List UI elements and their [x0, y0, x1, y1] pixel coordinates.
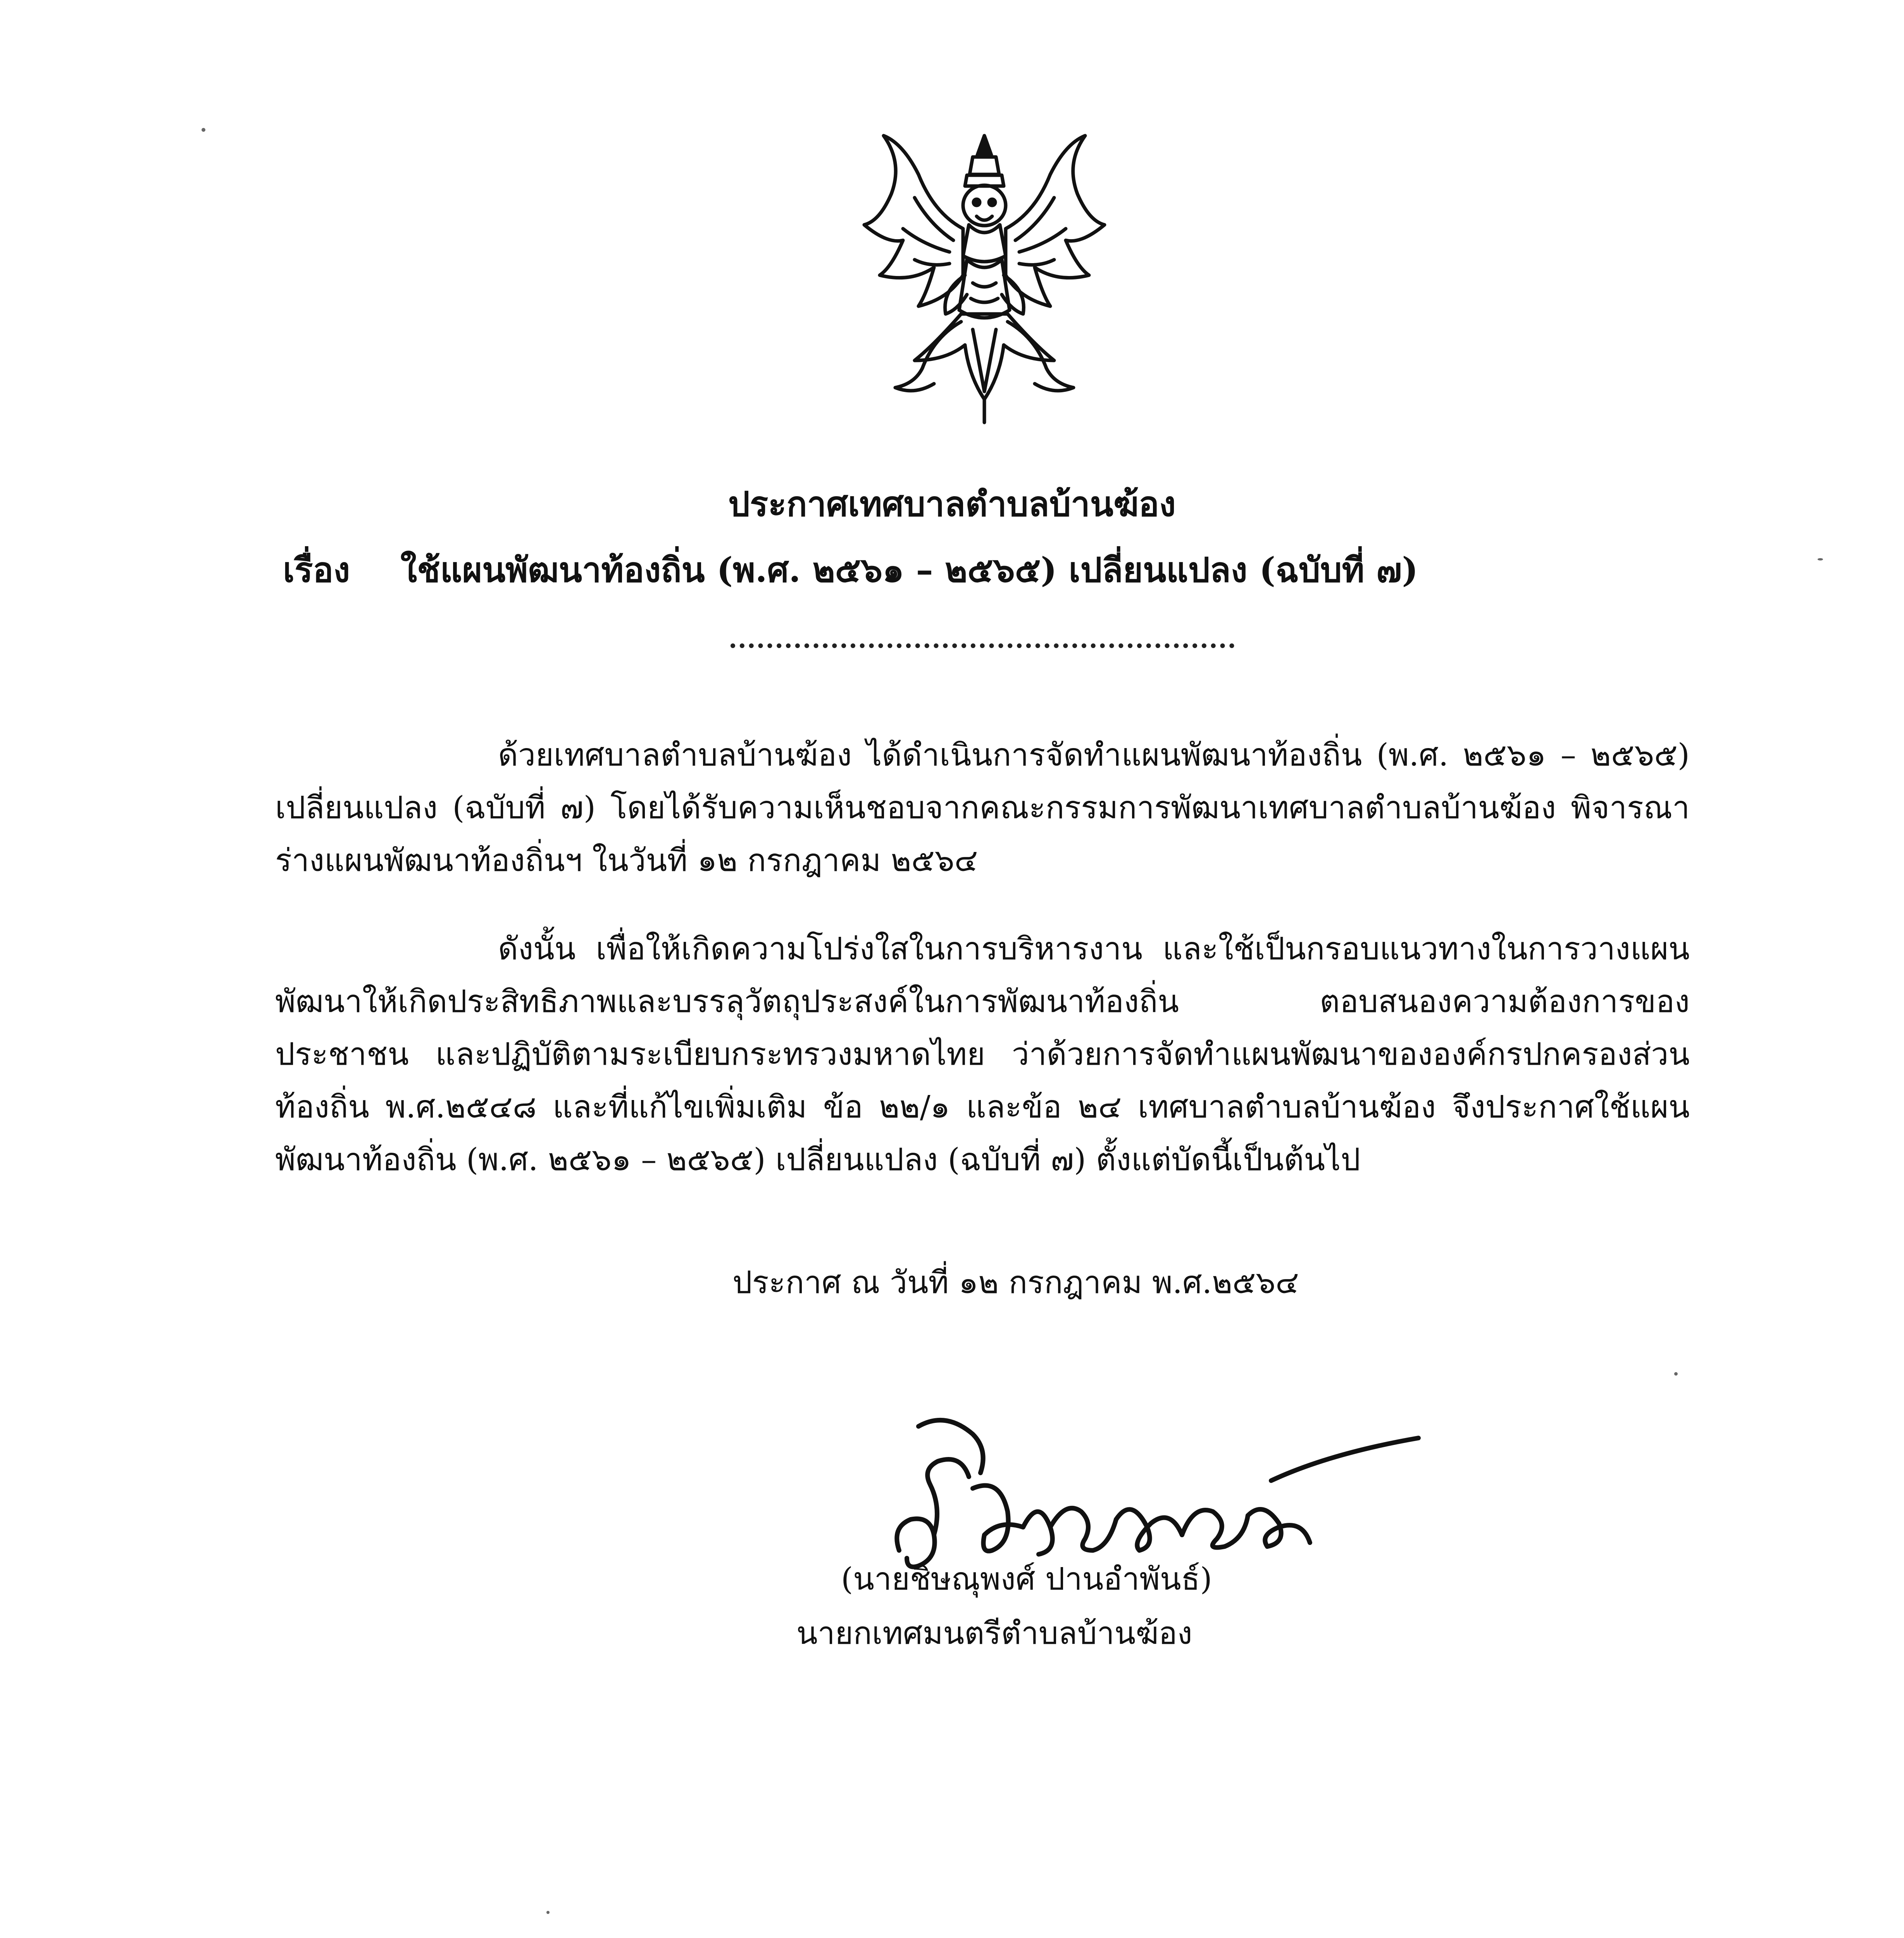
- paragraph-text: ดังนั้น เพื่อให้เกิดความโปร่งใสในการบริหารงาน และใช้เป็นกรอบแนวทางในการวางแผนพัฒนาให้เกิดประสิทธิภาพและบรรลุวัตถุประสงค์ในการพัฒนาท้องถิ่น ตอบสนองความต้องการของประชาชน และปฏิบัติตามระเบียบกระทรวงมหาดไทย ว่าด้วยการจัดทำแผนพัฒนาขององค์กรปกครองส่วนท้องถิ่น พ.ศ.๒๕๔๘ และที่แก้ไขเพิ่มเติม ข้อ ๒๒/๑ และข้อ ๒๔ เทศบาลตำบลบ้านฆ้อง จึงประกาศใช้แผนพัฒนาท้องถิ่น (พ.ศ. ๒๕๖๑ – ๒๕๖๕) เปลี่ยนแปลง (ฉบับที่ ๗) ตั้งแต่บัดนี้เป็นต้นไป: [275, 931, 1690, 1178]
- garuda-emblem-icon: [856, 128, 1112, 426]
- body-paragraph-1: [275, 729, 1690, 887]
- subject-line: [283, 543, 1418, 597]
- body-paragraph-2: [275, 922, 1690, 1186]
- scan-speck: [1818, 558, 1823, 560]
- paragraph-text: ด้วยเทศบาลตำบลบ้านฆ้อง ได้ดำเนินการจัดทำแผนพัฒนาท้องถิ่น (พ.ศ. ๒๕๖๑ – ๒๕๖๕) เปลี่ยนแปลง (ฉบับที่ ๗) โดยได้รับความเห็นชอบจากคณะกรรมการพัฒนาเทศบาลตำบลบ้านฆ้อง พิจารณาร่างแผนพัฒนาท้องถิ่นฯ ในวันที่ ๑๒ กรกฎาคม ๒๕๖๔: [275, 737, 1690, 878]
- scan-speck: [1674, 1372, 1678, 1376]
- scan-speck: [202, 128, 205, 132]
- signer-name: (นายชิษณุพงศ์ ปานอำพันธ์): [841, 1561, 1212, 1597]
- subject-label: เรื่อง: [283, 550, 350, 590]
- signer-position: นายกเทศมนตรีตำบลบ้านฆ้อง: [796, 1615, 1192, 1651]
- subject-text: ใช้แผนพัฒนาท้องถิ่น (พ.ศ. ๒๕๖๑ – ๒๕๖๕) เปลี่ยนแปลง (ฉบับที่ ๗): [400, 550, 1418, 590]
- dotted-divider: [731, 643, 1234, 648]
- scan-speck: [546, 1911, 550, 1914]
- announcement-date: ประกาศ ณ วันที่ ๑๒ กรกฎาคม พ.ศ.๒๕๖๔: [732, 1264, 1299, 1300]
- announcement-title: ประกาศเทศบาลตำบลบ้านฆ้อง: [728, 484, 1176, 524]
